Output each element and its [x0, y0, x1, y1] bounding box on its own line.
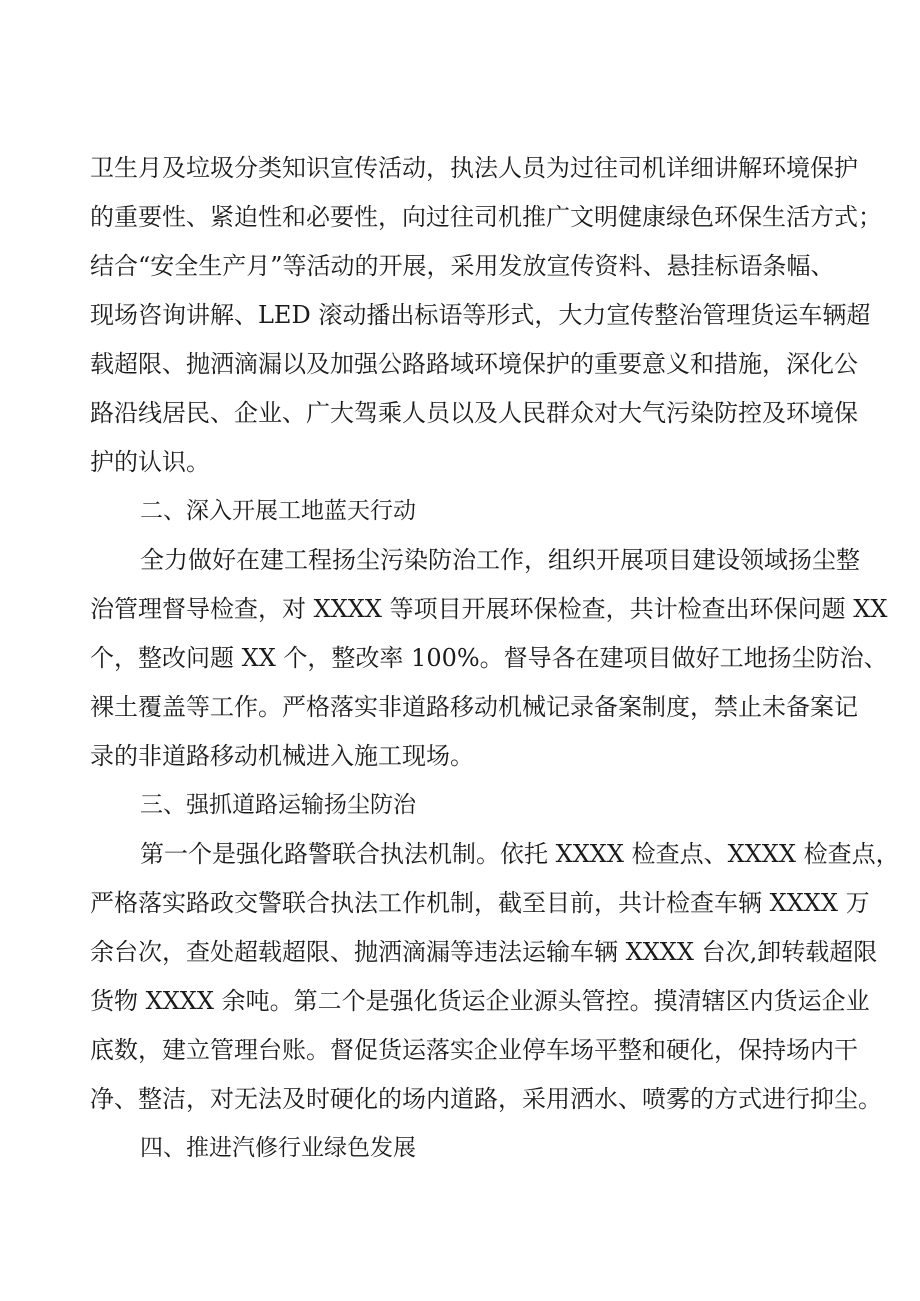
paragraph-line: 现场咨询讲解、LED 滚动播出标语等形式，大力宣传整治管理货运车辆超: [90, 301, 871, 329]
paragraph-line: 全力做好在建工程扬尘污染防治工作，组织开展项目建设领域扬尘整: [140, 546, 860, 574]
section-heading: 四、推进汽修行业绿色发展: [140, 1135, 416, 1161]
paragraph-line: 严格落实路政交警联合执法工作机制，截至目前，共计检查车辆 XXXX 万: [90, 889, 870, 917]
paragraph-line: 第一个是强化路警联合执法机制。依托 XXXX 检查点、XXXX 检查点，: [140, 840, 900, 868]
paragraph-line: 护的认识。: [90, 448, 210, 476]
paragraph-line: 结合“安全生产月”等活动的开展，采用发放宣传资料、悬挂标语条幅、: [90, 252, 835, 280]
section-heading: 二、深入开展工地蓝天行动: [140, 498, 416, 524]
paragraph-line: 载超限、抛洒滴漏以及加强公路路域环境保护的重要意义和措施，深化公: [90, 350, 858, 378]
section-heading: 三、强抓道路运输扬尘防治: [140, 792, 416, 818]
paragraph-line: 货物 XXXX 余吨。第二个是强化货运企业源头管控。摸清辖区内货运企业: [90, 987, 870, 1015]
paragraph-line: 底数，建立管理台账。督促货运落实企业停车场平整和硬化，保持场内干: [90, 1036, 858, 1064]
paragraph-line: 净、整洁，对无法及时硬化的场内道路，采用洒水、喷雾的方式进行抑尘。: [90, 1085, 882, 1113]
paragraph-line: 余台次，查处超载超限、抛洒滴漏等违法运输车辆 XXXX 台次,卸转载超限: [90, 938, 878, 966]
paragraph-line: 个，整改问题 XX 个，整改率 100%。督导各在建项目做好工地扬尘防治、: [90, 644, 888, 672]
paragraph-line: 卫生月及垃圾分类知识宣传活动，执法人员为过往司机详细讲解环境保护: [90, 154, 858, 182]
paragraph-line: 治管理督导检查，对 XXXX 等项目开展环保检查，共计检查出环保问题 XX: [90, 595, 888, 623]
paragraph-line: 路沿线居民、企业、广大驾乘人员以及人民群众对大气污染防控及环境保: [90, 399, 858, 427]
paragraph-line: 裸土覆盖等工作。严格落实非道路移动机械记录备案制度，禁止未备案记: [90, 693, 858, 721]
paragraph-line: 的重要性、紧迫性和必要性，向过往司机推广文明健康绿色环保生活方式；: [90, 203, 882, 231]
paragraph-line: 录的非道路移动机械进入施工现场。: [90, 742, 474, 770]
